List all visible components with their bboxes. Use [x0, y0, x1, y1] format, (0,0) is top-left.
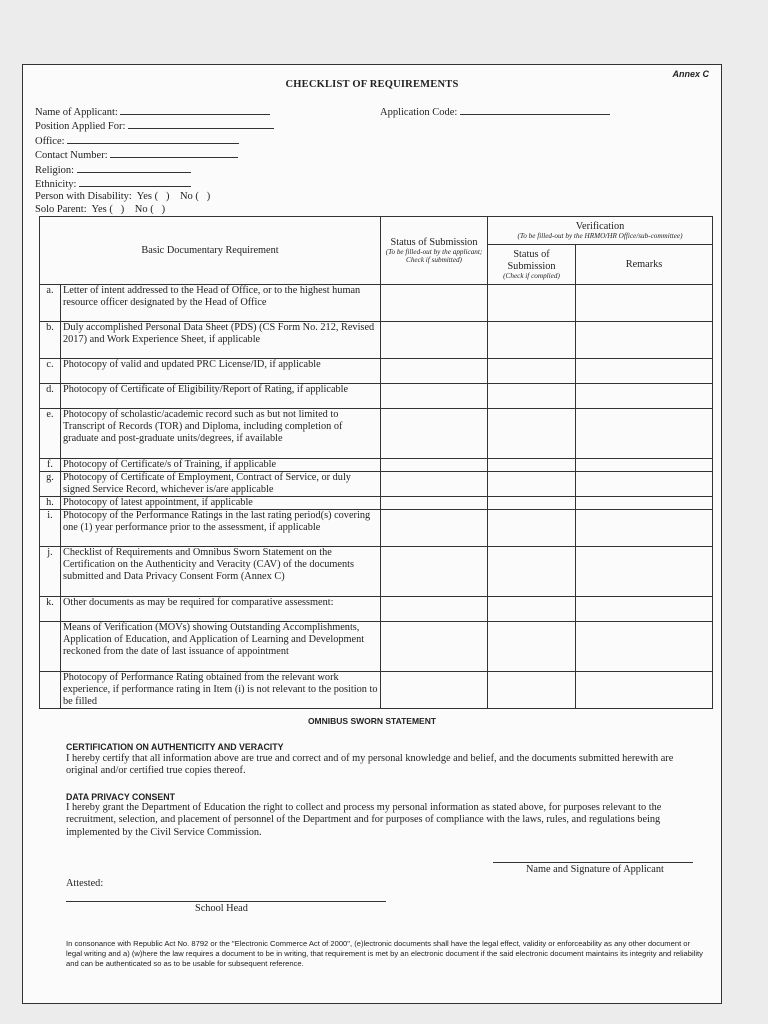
status-cell[interactable] [381, 510, 488, 547]
remarks-cell[interactable] [576, 459, 713, 472]
remarks-cell[interactable] [576, 285, 713, 322]
ethnicity-label: Ethnicity: [35, 179, 77, 191]
name-field[interactable] [120, 105, 270, 115]
legal-footer: In consonance with Republic Act No. 8792 or the "Electronic Commerce Act of 2000", (e)lectronic documents shall have the legal effect, validity or enforceability as any other document or legal writing and a) (w)here the law requires a document to be in writing, that requirement is met by an electronic document if the said electronic document maintains its integrity and reliability and can be authenticated so as to be usable for subsequent reference. [66, 939, 703, 968]
col-header-status [381, 217, 488, 285]
remarks-cell[interactable] [576, 409, 713, 459]
verification-cell[interactable] [488, 597, 576, 622]
ver-status-note: (Check if complied) [503, 272, 560, 281]
applicant-signature-line[interactable] [493, 862, 693, 863]
remarks-cell[interactable] [576, 322, 713, 359]
table-row [40, 547, 713, 597]
verification-cell[interactable] [488, 384, 576, 409]
status-cell[interactable] [381, 472, 488, 497]
pwd-checkbox-row[interactable]: Person with Disability: Yes ( ) No ( ) [35, 191, 211, 203]
position-label: Position Applied For: [35, 121, 126, 133]
row-requirement: Photocopy of Certificate/s of Training, if applicable [61, 459, 381, 472]
school-head-signature-line[interactable] [66, 901, 386, 902]
verification-cell[interactable] [488, 510, 576, 547]
status-header-note: (To be filled-out by the applicant; Check if submitted) [385, 248, 483, 265]
remarks-cell[interactable] [576, 384, 713, 409]
form-page [22, 64, 722, 1004]
col-header-ver-status [488, 245, 576, 285]
row-letter: d. [40, 384, 61, 409]
row-requirement: Means of Verification (MOVs) showing Outstanding Accomplishments, Application of Education, and Application of Learning and Development reckoned from the date of last issuance of appointment [61, 622, 381, 672]
table-row [40, 384, 713, 409]
verification-cell[interactable] [488, 409, 576, 459]
status-cell[interactable] [381, 597, 488, 622]
row-letter: e. [40, 409, 61, 459]
status-cell[interactable] [381, 672, 488, 709]
privacy-text: I hereby grant the Department of Education the right to collect and process my personal information as stated above, for purposes relevant to the recruitment, selection, and placement of personnel of the Department and for purposes of compliance with the laws, rules, and regulations being implemented by the Civil Service Commission. [66, 802, 662, 838]
col-header-verification [488, 217, 713, 245]
col-header-remarks: Remarks [576, 245, 713, 285]
application-code-label: Application Code: [380, 107, 458, 118]
remarks-cell[interactable] [576, 597, 713, 622]
table-row [40, 359, 713, 384]
religion-label: Religion: [35, 164, 75, 176]
table-row [40, 459, 713, 472]
page-title: CHECKLIST OF REQUIREMENTS [285, 79, 459, 90]
row-requirement: Checklist of Requirements and Omnibus Sworn Statement on the Certification on the Authenticity and Veracity (CAV) of the documents submitted and Data Privacy Consent Form (Annex C) [61, 547, 381, 597]
verification-cell[interactable] [488, 497, 576, 510]
row-letter: b. [40, 322, 61, 359]
row-letter: j. [40, 547, 61, 597]
signature-label: Name and Signature of Applicant [526, 864, 664, 875]
row-letter: k. [40, 597, 61, 622]
status-cell[interactable] [381, 547, 488, 597]
remarks-cell[interactable] [576, 547, 713, 597]
row-requirement: Photocopy of Certificate of Eligibility/Report of Rating, if applicable [61, 384, 381, 409]
status-cell[interactable] [381, 285, 488, 322]
cert-heading: CERTIFICATION ON AUTHENTICITY AND VERACITY [66, 742, 284, 752]
omnibus-title: OMNIBUS SWORN STATEMENT [307, 716, 437, 726]
verification-cell[interactable] [488, 547, 576, 597]
table-row [40, 472, 713, 497]
remarks-cell[interactable] [576, 359, 713, 384]
privacy-heading: DATA PRIVACY CONSENT [66, 792, 175, 802]
application-code-field[interactable] [460, 105, 610, 115]
verification-cell[interactable] [488, 359, 576, 384]
row-requirement: Duly accomplished Personal Data Sheet (PDS) (CS Form No. 212, Revised 2017) and Work Experience Sheet, if applicable [61, 322, 381, 359]
status-cell[interactable] [381, 359, 488, 384]
row-letter: c. [40, 359, 61, 384]
office-field[interactable] [67, 134, 239, 144]
contact-label: Contact Number: [35, 150, 108, 162]
row-requirement: Photocopy of Performance Rating obtained from the relevant work experience, if performance rating in Item (i) is not relevant to the position to be filled [61, 672, 381, 709]
table-row [40, 510, 713, 547]
verification-cell[interactable] [488, 322, 576, 359]
row-letter: g. [40, 472, 61, 497]
row-requirement: Photocopy of the Performance Ratings in the last rating period(s) covering one (1) year performance prior to the assessment, if applicable [61, 510, 381, 547]
verification-cell[interactable] [488, 622, 576, 672]
verification-cell[interactable] [488, 459, 576, 472]
row-requirement: Photocopy of valid and updated PRC License/ID, if applicable [61, 359, 381, 384]
application-code [380, 105, 610, 118]
verification-header-note: (To be filled-out by the HRMO/HR Office/sub-committee) [517, 232, 683, 241]
row-letter: i. [40, 510, 61, 547]
status-header-label: Status of Submission [390, 236, 478, 248]
table-row [40, 622, 713, 672]
row-letter [40, 672, 61, 709]
ethnicity-field[interactable] [79, 177, 191, 187]
status-cell[interactable] [381, 459, 488, 472]
row-letter: a. [40, 285, 61, 322]
annex-label: Annex C [672, 69, 709, 79]
position-field[interactable] [128, 119, 274, 129]
verification-cell[interactable] [488, 285, 576, 322]
row-requirement: Photocopy of scholastic/academic record such as but not limited to Transcript of Records (TOR) and Diploma, including completion of graduate and post-graduate units/degrees, if available [61, 409, 381, 459]
cert-text: I hereby certify that all information above are true and correct and of my personal knowledge and belief, and the documents submitted herewith are original and/or certified true copies thereof. [66, 753, 674, 777]
table-row [40, 497, 713, 510]
status-cell[interactable] [381, 409, 488, 459]
table-row [40, 409, 713, 459]
table-row [40, 597, 713, 622]
row-requirement: Letter of intent addressed to the Head of Office, or to the highest human resource officer designated by the Head of Office [61, 285, 381, 322]
remarks-cell[interactable] [576, 497, 713, 510]
status-cell[interactable] [381, 384, 488, 409]
solo-parent-checkbox-row[interactable]: Solo Parent: Yes ( ) No ( ) [35, 203, 166, 215]
row-requirement: Photocopy of Certificate of Employment, Contract of Service, or duly signed Service Record, whichever is/are applicable [61, 472, 381, 497]
remarks-cell[interactable] [576, 672, 713, 709]
school-head-label: School Head [195, 903, 248, 914]
office-label: Office: [35, 135, 65, 147]
verification-header-label: Verification [575, 220, 625, 232]
attested-label: Attested: [66, 878, 104, 889]
contact-field[interactable] [110, 148, 238, 158]
religion-field[interactable] [77, 163, 191, 173]
row-requirement: Other documents as may be required for comparative assessment: [61, 597, 381, 622]
table-row [40, 285, 713, 322]
row-requirement: Photocopy of latest appointment, if applicable [61, 497, 381, 510]
col-header-requirement: Basic Documentary Requirement [40, 217, 381, 285]
requirements-table [39, 216, 713, 709]
table-row [40, 322, 713, 359]
verification-cell[interactable] [488, 472, 576, 497]
ver-status-label: Status of Submission [507, 248, 556, 272]
remarks-cell[interactable] [576, 622, 713, 672]
row-letter: h. [40, 497, 61, 510]
applicant-info [35, 105, 274, 216]
remarks-cell[interactable] [576, 472, 713, 497]
remarks-cell[interactable] [576, 510, 713, 547]
table-row [40, 672, 713, 709]
name-label: Name of Applicant: [35, 107, 118, 118]
status-cell[interactable] [381, 497, 488, 510]
verification-cell[interactable] [488, 672, 576, 709]
row-letter [40, 622, 61, 672]
status-cell[interactable] [381, 622, 488, 672]
row-letter: f. [40, 459, 61, 472]
status-cell[interactable] [381, 322, 488, 359]
